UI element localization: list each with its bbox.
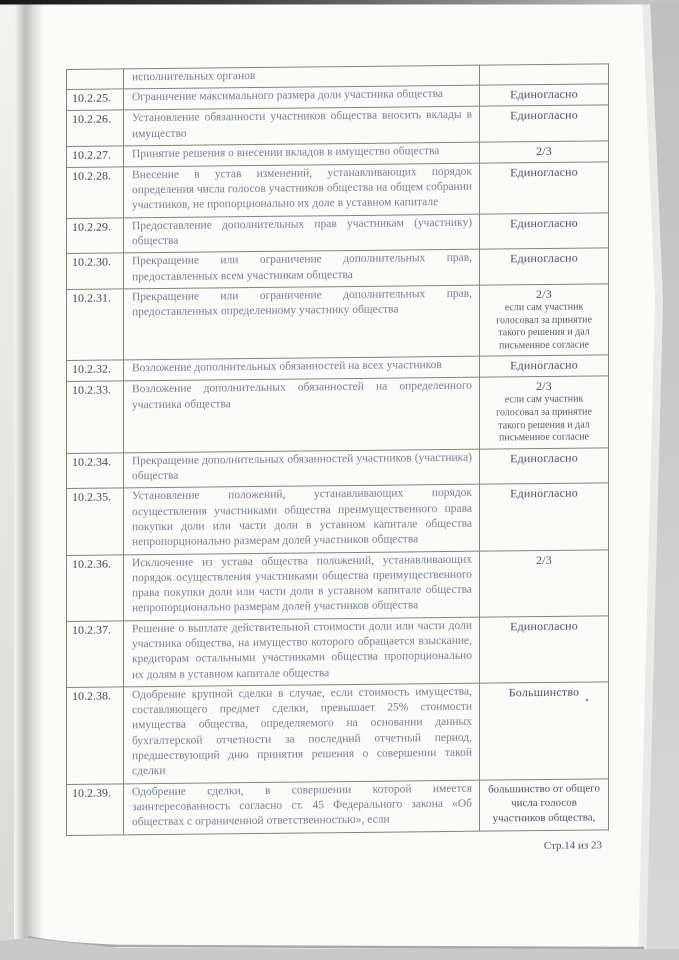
right-background-margin xyxy=(646,0,679,960)
row-description-cell xyxy=(124,551,480,621)
bottom-background-margin xyxy=(0,938,679,960)
vote-requirement: Единогласно xyxy=(510,357,578,373)
row-number-cell xyxy=(67,453,124,489)
clause-number: 10.2.32. xyxy=(72,361,111,377)
left-underpage-strip xyxy=(0,3,14,960)
table-row xyxy=(67,213,609,254)
vote-requirement: Единогласно xyxy=(510,251,578,266)
clause-description: Прекращение или ограничение дополнительных прав, предоставленных всем участникам общества xyxy=(132,252,472,283)
clause-number: 10.2.28. xyxy=(72,168,111,183)
page-content xyxy=(66,63,608,856)
clause-description: Ограничение максимального размера доли участника общества xyxy=(132,88,443,104)
vote-requirement: Единогласно xyxy=(510,86,578,102)
clause-description: Исключение из устава общества положений, устанавливающих порядок осуществления участниками общества преимущественного права покупки доли или части доли в уставном капитале общества непропорционально размерам долей участников общества xyxy=(132,553,472,615)
table-row xyxy=(67,248,609,289)
row-number-cell xyxy=(67,784,124,835)
clause-description: Внесение в устав изменений, устанавливающих порядок определения числа голосов участников общества на общем собрании участников, не пропорционально их доле в уставном капитале xyxy=(132,165,472,212)
clause-number: 10.2.39. xyxy=(72,785,111,800)
vote-requirement: Единогласно xyxy=(510,618,578,634)
row-description-cell xyxy=(124,250,480,289)
clause-description: Решение о выплате действительной стоимости доли или части доли участника общества, на имущество которого обращается взыскание, кредиторам остальными участниками общества пропорционально их долям в уставном капитале общества xyxy=(132,619,472,681)
table-row xyxy=(67,284,609,361)
table-row xyxy=(67,376,609,453)
vote-condition: если сам участник голосовал за принятие такого решения и дал письменное согласие xyxy=(496,301,592,352)
row-number-cell xyxy=(67,381,124,453)
table-row xyxy=(67,162,609,219)
vote-requirement: Единогласно xyxy=(510,164,578,180)
paper-bottom-edge-shadow xyxy=(28,937,644,948)
row-number-cell xyxy=(67,687,124,784)
clause-number: 10.2.27. xyxy=(72,147,111,162)
clause-number: 10.2.37. xyxy=(72,622,111,637)
vote-requirement: 2/3 xyxy=(536,143,552,158)
row-vote-cell xyxy=(480,376,609,449)
clause-number xyxy=(72,70,121,71)
clause-number: 10.2.30. xyxy=(72,254,111,270)
clause-description: Возложение дополнительных обязанностей на всех участников xyxy=(132,359,442,375)
row-number-cell xyxy=(67,69,124,90)
row-description-cell xyxy=(124,214,480,253)
row-vote-cell xyxy=(480,778,609,830)
clause-number: 10.2.38. xyxy=(72,688,111,703)
row-description-cell xyxy=(124,484,480,554)
row-number-cell xyxy=(67,253,124,289)
row-vote-cell xyxy=(480,248,609,285)
vote-requirement: Единогласно xyxy=(510,215,578,231)
vote-requirement xyxy=(484,66,604,67)
row-number-cell xyxy=(67,146,124,168)
row-vote-cell xyxy=(480,616,609,684)
row-number-cell xyxy=(67,488,124,555)
table-row xyxy=(67,549,609,621)
clause-description: Установление положений, устанавливающих порядок осуществления участниками общества преимущественного права покупки доли или части доли в уставном капитале общества непропорционально размерам долей участников общества xyxy=(132,487,472,549)
clause-description: Прекращение дополнительных обязанностей участников (участника) общества xyxy=(132,451,472,483)
row-vote-cell xyxy=(480,682,609,780)
clause-description: Одобрение сделки, в совершении которой имеется заинтересованность согласно ст. 45 Федерального закона «Об обществах с ограниченной ответственностью», если xyxy=(132,782,472,829)
row-number-cell xyxy=(67,89,124,111)
row-vote-cell xyxy=(480,105,609,142)
vote-condition: если сам участник голосовал за принятие такого решения и дал письменное согласие xyxy=(496,393,592,444)
row-number-cell xyxy=(67,289,124,361)
clause-number: 10.2.34. xyxy=(72,454,111,469)
row-description-cell xyxy=(124,683,480,784)
row-number-cell xyxy=(67,167,124,218)
table-row xyxy=(67,448,609,489)
paper-right-edge xyxy=(638,0,663,960)
clause-number: 10.2.33. xyxy=(72,382,111,398)
row-number-cell xyxy=(67,360,124,382)
vote-requirement: Единогласно xyxy=(510,450,578,466)
vote-requirement: Единогласно xyxy=(510,485,578,501)
clause-number: 10.2.25. xyxy=(72,90,111,106)
vote-requirement: Единогласно xyxy=(510,107,578,123)
clause-description: Принятие решения о внесении вкладов в имущество общества xyxy=(132,144,440,161)
table-row xyxy=(67,778,609,835)
clause-number: 10.2.35. xyxy=(72,489,111,505)
clause-description: Одобрение крупной сделки в случае, если стоимость имущества, составляющего предмет сделки, превышает 25% стоимости имущества общества, определяемого на основании данных бухгалтерской отчетности за последний отчетный период, предшествующий дню принятия решения о совершении такой сделки xyxy=(132,685,472,778)
row-number-cell xyxy=(67,554,124,621)
row-number-cell xyxy=(67,621,124,688)
row-description-cell xyxy=(124,378,480,453)
row-description-cell xyxy=(124,780,480,835)
row-number-cell xyxy=(67,110,124,146)
vote-requirement: 2/3 xyxy=(536,552,552,567)
row-description-cell xyxy=(124,449,480,488)
row-vote-cell xyxy=(480,84,609,106)
row-vote-cell xyxy=(480,284,609,357)
row-vote-cell xyxy=(480,162,609,214)
row-vote-cell xyxy=(480,549,609,617)
page-curl-fold-shadow xyxy=(14,3,44,960)
row-vote-cell xyxy=(480,213,609,250)
row-number-cell xyxy=(67,218,124,254)
table-row xyxy=(67,483,609,555)
clause-description: Установление обязанности участников общества вносить вклады в имущество xyxy=(132,109,472,140)
row-vote-cell xyxy=(480,355,609,377)
row-description-cell xyxy=(124,163,480,218)
table-row xyxy=(67,682,609,784)
row-vote-cell xyxy=(480,483,609,551)
row-description-cell xyxy=(124,617,480,687)
clause-description: исполнительных органов xyxy=(132,70,256,84)
clause-number: 10.2.26. xyxy=(72,111,111,127)
scanner-top-edge-line xyxy=(0,0,679,5)
clause-number: 10.2.31. xyxy=(72,290,111,305)
table-row xyxy=(67,616,609,688)
row-description-cell xyxy=(124,106,480,145)
vote-requirement: Большинство xyxy=(508,684,580,700)
vote-requirement: 2/3 xyxy=(536,379,552,394)
clause-description: Предоставление дополнительных прав участникам (участнику) общества xyxy=(132,216,472,248)
table-row xyxy=(67,105,609,146)
clause-number: 10.2.29. xyxy=(72,219,111,234)
voting-requirements-table xyxy=(66,63,609,835)
clause-description: Возложение дополнительных обязанностей на определенного участника общества xyxy=(132,380,472,411)
row-vote-cell xyxy=(480,64,609,86)
row-description-cell xyxy=(124,285,480,360)
row-vote-cell xyxy=(480,448,609,485)
vote-requirement: большинство от общего числа голосов участников общества, xyxy=(488,782,600,825)
row-vote-cell xyxy=(480,141,609,163)
clause-description: Прекращение или ограничение дополнительных прав, предоставленных определенному участнику общества xyxy=(132,287,472,319)
page-number-footer: Стр.14 из 23 xyxy=(543,838,602,852)
vote-requirement: 2/3 xyxy=(536,286,552,302)
clause-number: 10.2.36. xyxy=(72,556,111,571)
